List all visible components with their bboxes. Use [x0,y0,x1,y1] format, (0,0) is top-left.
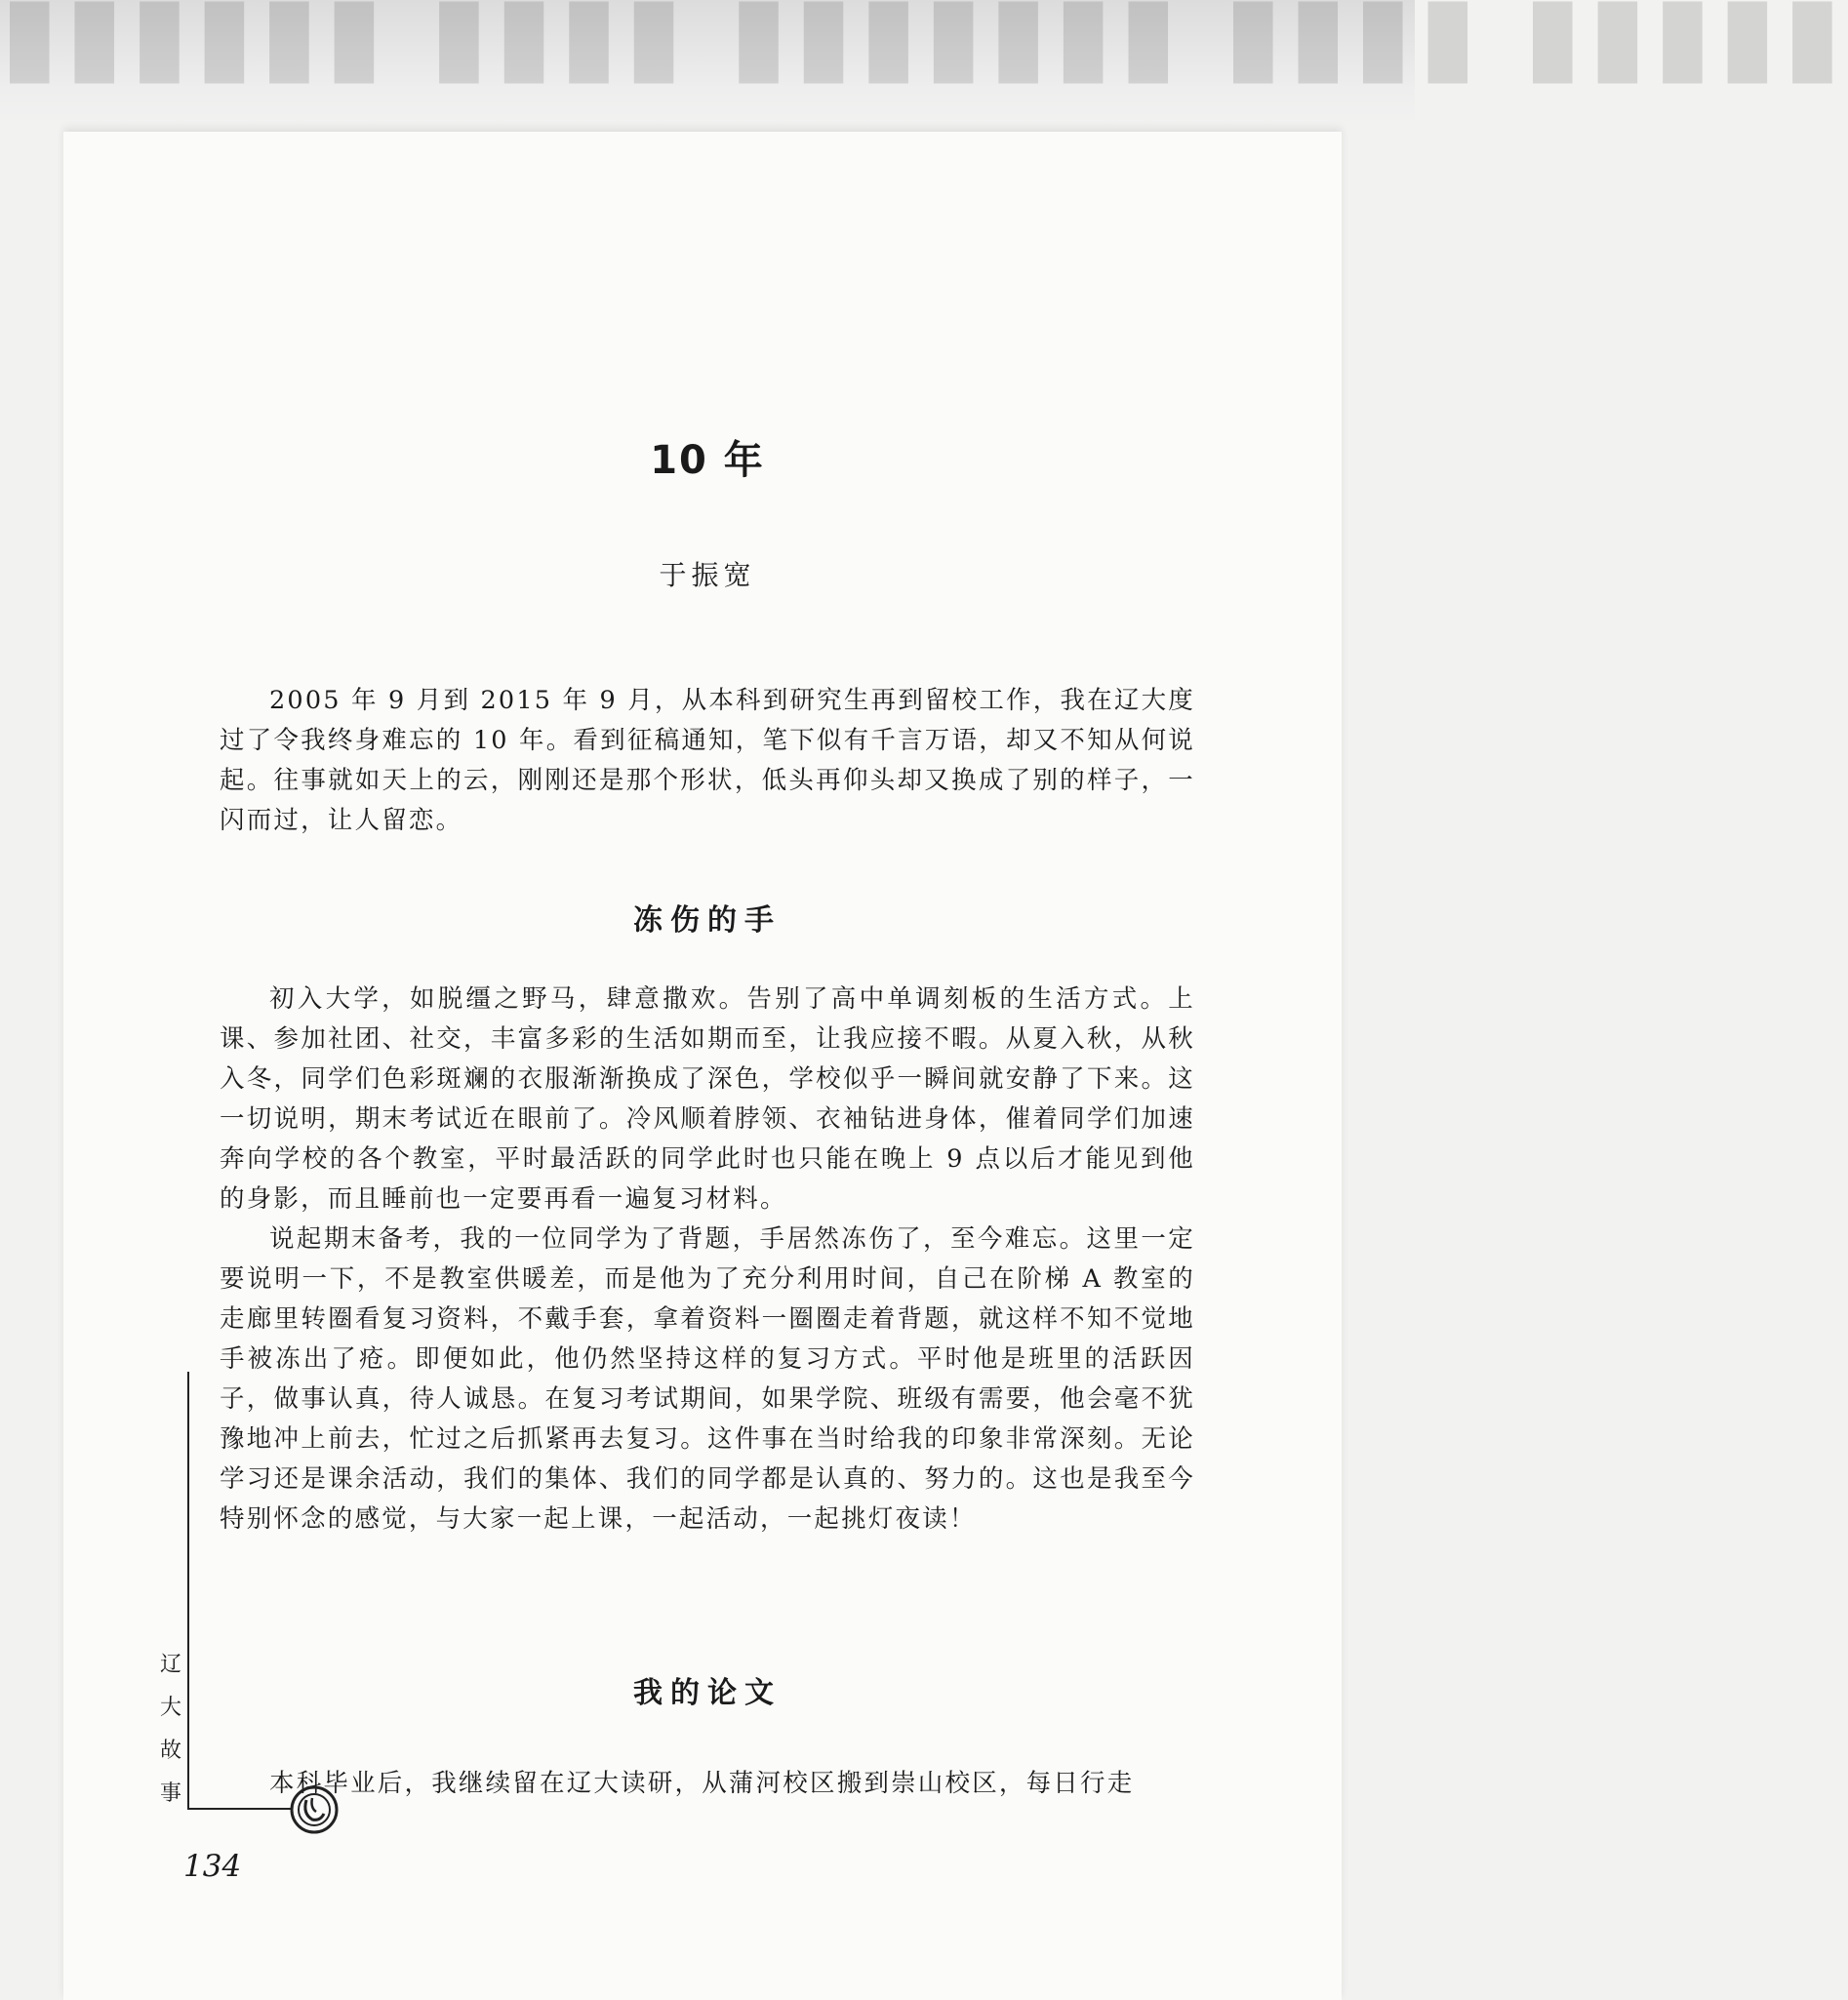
article-title: 10 年 [650,438,765,483]
series-label-char: 辽 [159,1653,181,1677]
section-1-paragraph-1: 初入大学，如脱缰之野马，肆意撒欢。告别了高中单调刻板的生活方式。上课、参加社团、社交，丰富多彩的生活如期而至，让我应接不暇。从夏入秋，从秋入冬，同学们色彩斑斓的衣服渐渐换成了深色，学校似乎一瞬间就安静了下来。这一切说明，期末考试近在眼前了。冷风顺着脖领、衣袖钻进身体，催着同学们加速奔向学校的各个教室，平时最活跃的同学此时也只能在晚上 9 点以后才能见到他的身影，而且睡前也一定要再看一遍复习材料。 [220,984,1195,1214]
series-label-vertical [156,1644,185,1816]
series-label-char: 事 [159,1781,181,1806]
intro-paragraph-block [220,681,1195,841]
circular-emblem-icon [289,1784,340,1835]
margin-rule-vertical [187,1372,189,1809]
section-1-body [220,980,1195,1540]
intro-paragraph: 2005 年 9 月到 2015 年 9 月，从本科到研究生再到留校工作，我在辽大度过了令我终身难忘的 10 年。看到征稿通知，笔下似有千言万语，却又不知从何说起。往事就如天上的云，刚刚还是那个形状，低头再仰头却又换成了别的样子，一闪而过，让人留恋。 [220,686,1195,835]
article-author: 于振宽 [659,559,756,591]
section-heading-my-thesis: 我的论文 [633,1676,782,1710]
page-number: 134 [183,1849,242,1884]
margin-rule-horizontal [187,1808,293,1810]
section-2-paragraph-1: 本科毕业后，我继续留在辽大读研，从蒲河校区搬到崇山校区，每日行走 [269,1769,1135,1798]
bleed-through-artifact: ▮▮▮▮▮▮ ▮▮▮▮ ▮▮▮▮▮▮▮ ▮▮▮▮ ▮▮▮▮▮ [0,0,1848,96]
series-label-char: 大 [159,1696,181,1720]
previous-page-bleed [0,0,1848,127]
series-label-char: 故 [159,1739,181,1763]
section-heading-frostbitten-hands: 冻伤的手 [633,903,782,938]
section-1-paragraph-2: 说起期末备考，我的一位同学为了背题，手居然冻伤了，至今难忘。这里一定要说明一下，不是教室供暖差，而是他为了充分利用时间，自己在阶梯 A 教室的走廊里转圈看复习资料，不戴手套，拿着资料一圈圈走着背题，就这样不知不觉地手被冻出了疮。即便如此，他仍然坚持这样的复习方式。平时他是班里的活跃因子，做事认真，待人诚恳。在复习考试期间，如果学院、班级有需要，他会毫不犹豫地冲上前去，忙过之后抓紧再去复习。这件事在当时给我的印象非常深刻。无论学习还是课余活动，我们的集体、我们的同学都是认真的、努力的。这也是我至今特别怀念的感觉，与大家一起上课，一起活动，一起挑灯夜读！ [220,1224,1195,1534]
section-2-body [220,1764,1195,1804]
